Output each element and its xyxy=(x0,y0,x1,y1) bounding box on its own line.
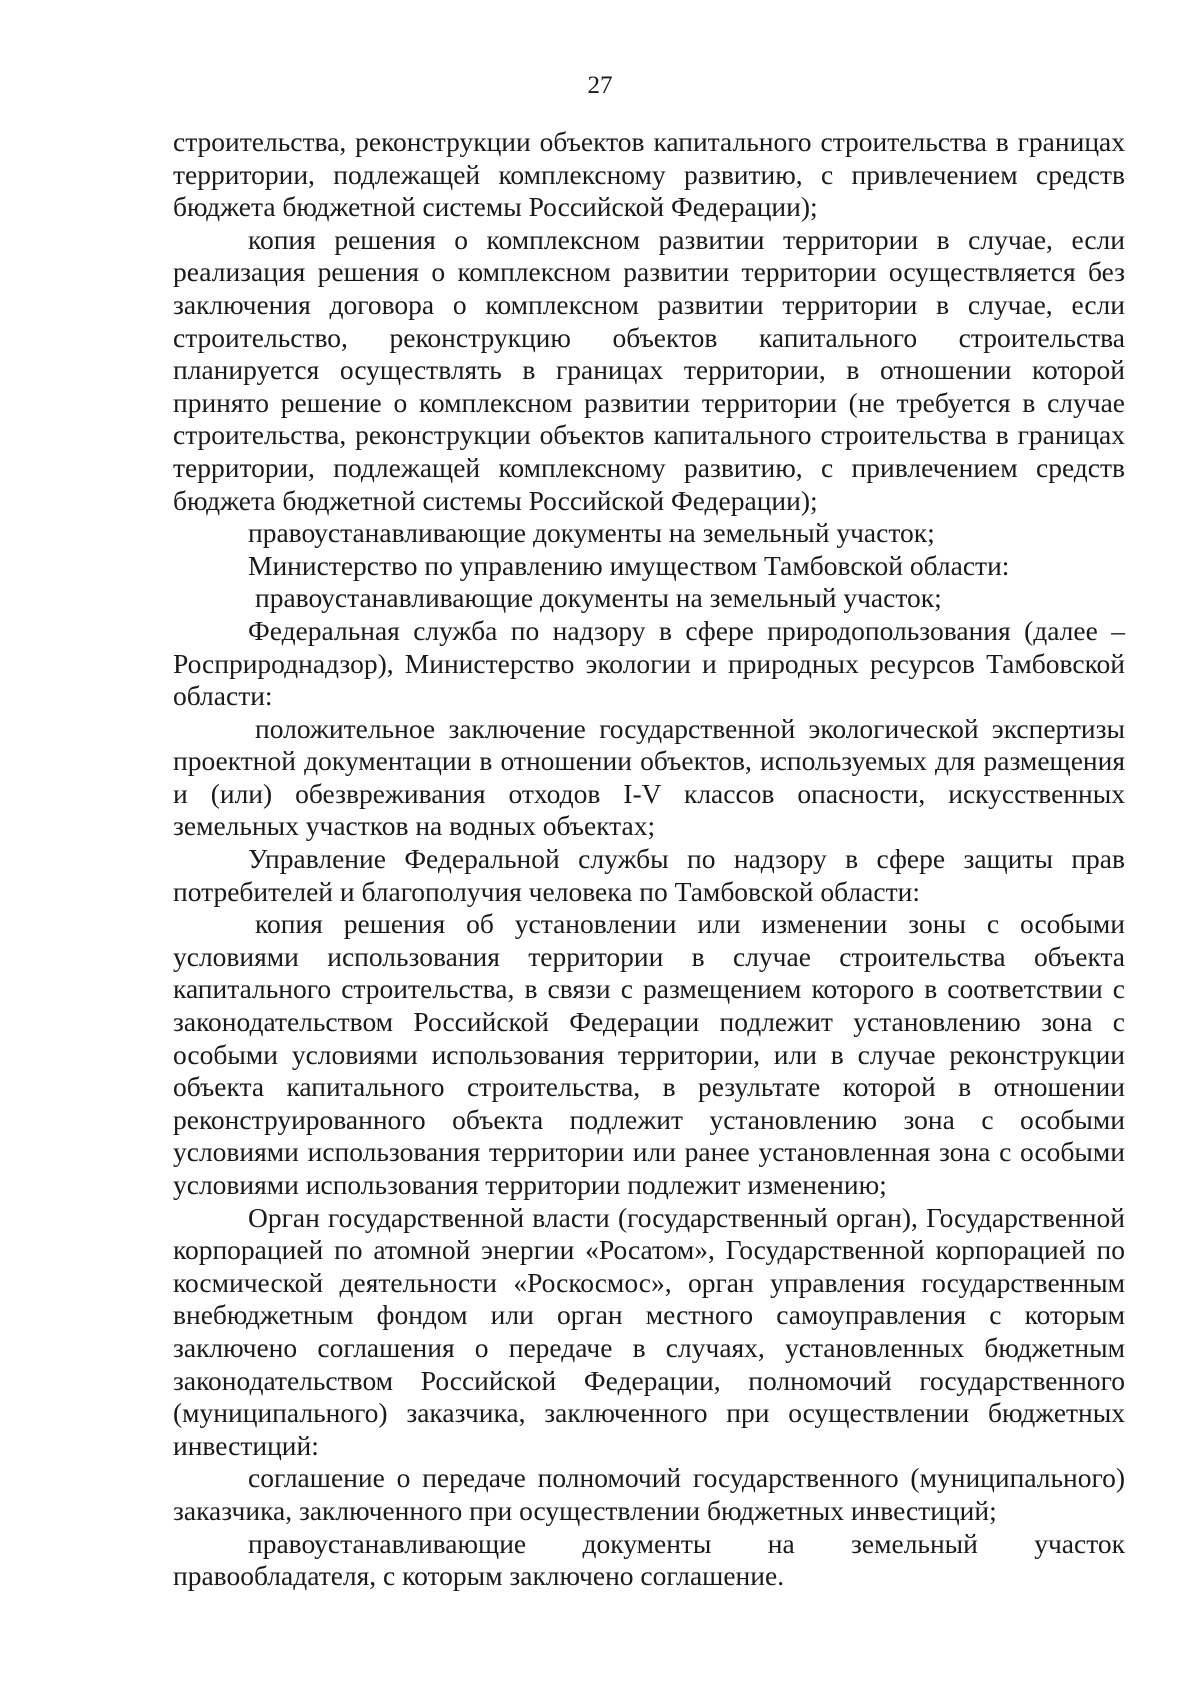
paragraph-rosprirodnadzor: Федеральная служба по надзору в сфере природопользования (далее – Росприроднадзор), Министерство экологии и природных ресурсов Тамбовской области: xyxy=(173,614,1125,712)
paragraph-rightholder-documents: правоустанавливающие документы на земельный участок правообладателя, с которым заключено соглашение. xyxy=(173,1527,1125,1592)
paragraph-state-authority: Орган государственной власти (государственный орган), Государственной корпорацией по атомной энергии «Росатом», Государственной корпорацией по космической деятельности «Роскосмос», орган управления государственным внебюджетным фондом или орган местного самоуправления с которым заключено соглашения о передаче в случаях, установленных бюджетным законодательством Российской Федерации, полномочий государственного (муниципального) заказчика, заключенного при осуществлении бюджетных инвестиций: xyxy=(173,1201,1125,1461)
paragraph-ministry-property: Министерство по управлению имуществом Тамбовской области: xyxy=(248,549,1010,581)
paragraph-special-zone-decision: копия решения об установлении или изменении зоны с особыми условиями использования территории в случае строительства объекта капитального строительства, в связи с размещением которого в соответствии с законодательством Российской Федерации подлежит установлению зона с особыми условиями использования территории, или в случае реконструкции объекта капитального строительства, в результате которой в отношении реконструированного объекта подлежит установлению зона с особыми условиями использования территории или ранее установленная зона с особыми условиями использования территории подлежит изменению; xyxy=(173,908,1125,1200)
page-number: 27 xyxy=(587,72,613,99)
document-body xyxy=(173,126,1125,1593)
paragraph-land-title-documents-2: правоустанавливающие документы на земельный участок; xyxy=(255,582,942,614)
paragraph-land-title-documents: правоустанавливающие документы на земельный участок; xyxy=(248,517,935,549)
paragraph-rospotrebnadzor: Управление Федеральной службы по надзору в сфере защиты прав потребителей и благополучия человека по Тамбовской области: xyxy=(173,843,1125,907)
paragraph-ecological-expertise: положительное заключение государственной экологической экспертизы проектной документации в отношении объектов, используемых для размещения и (или) обезвреживания отходов I-V классов опасности, искусственных земельных участков на водных объектах; xyxy=(173,712,1125,842)
paragraph-krt-decision-copy: копия решения о комплексном развитии территории в случае, если реализация решения о комплексном развитии территории осуществляется без заключения договора о комплексном развитии территории в случае, если строительство, реконструкцию объектов капитального строительства планируется осуществлять в границах территории, в отношении которой принято решение о комплексном развитии территории (не требуется в случае строительства, реконструкции объектов капитального строительства в границах территории, подлежащей комплексному развитию, с привлечением средств бюджета бюджетной системы Российской Федерации); xyxy=(173,223,1125,516)
paragraph-continuation: строительства, реконструкции объектов капитального строительства в границах территории, подлежащей комплексному развитию, с привлечением средств бюджета бюджетной системы Российской Федерации); xyxy=(173,126,1125,223)
paragraph-delegation-agreement: соглашение о передаче полномочий государственного (муниципального) заказчика, заключенного при осуществлении бюджетных инвестиций; xyxy=(173,1462,1125,1526)
